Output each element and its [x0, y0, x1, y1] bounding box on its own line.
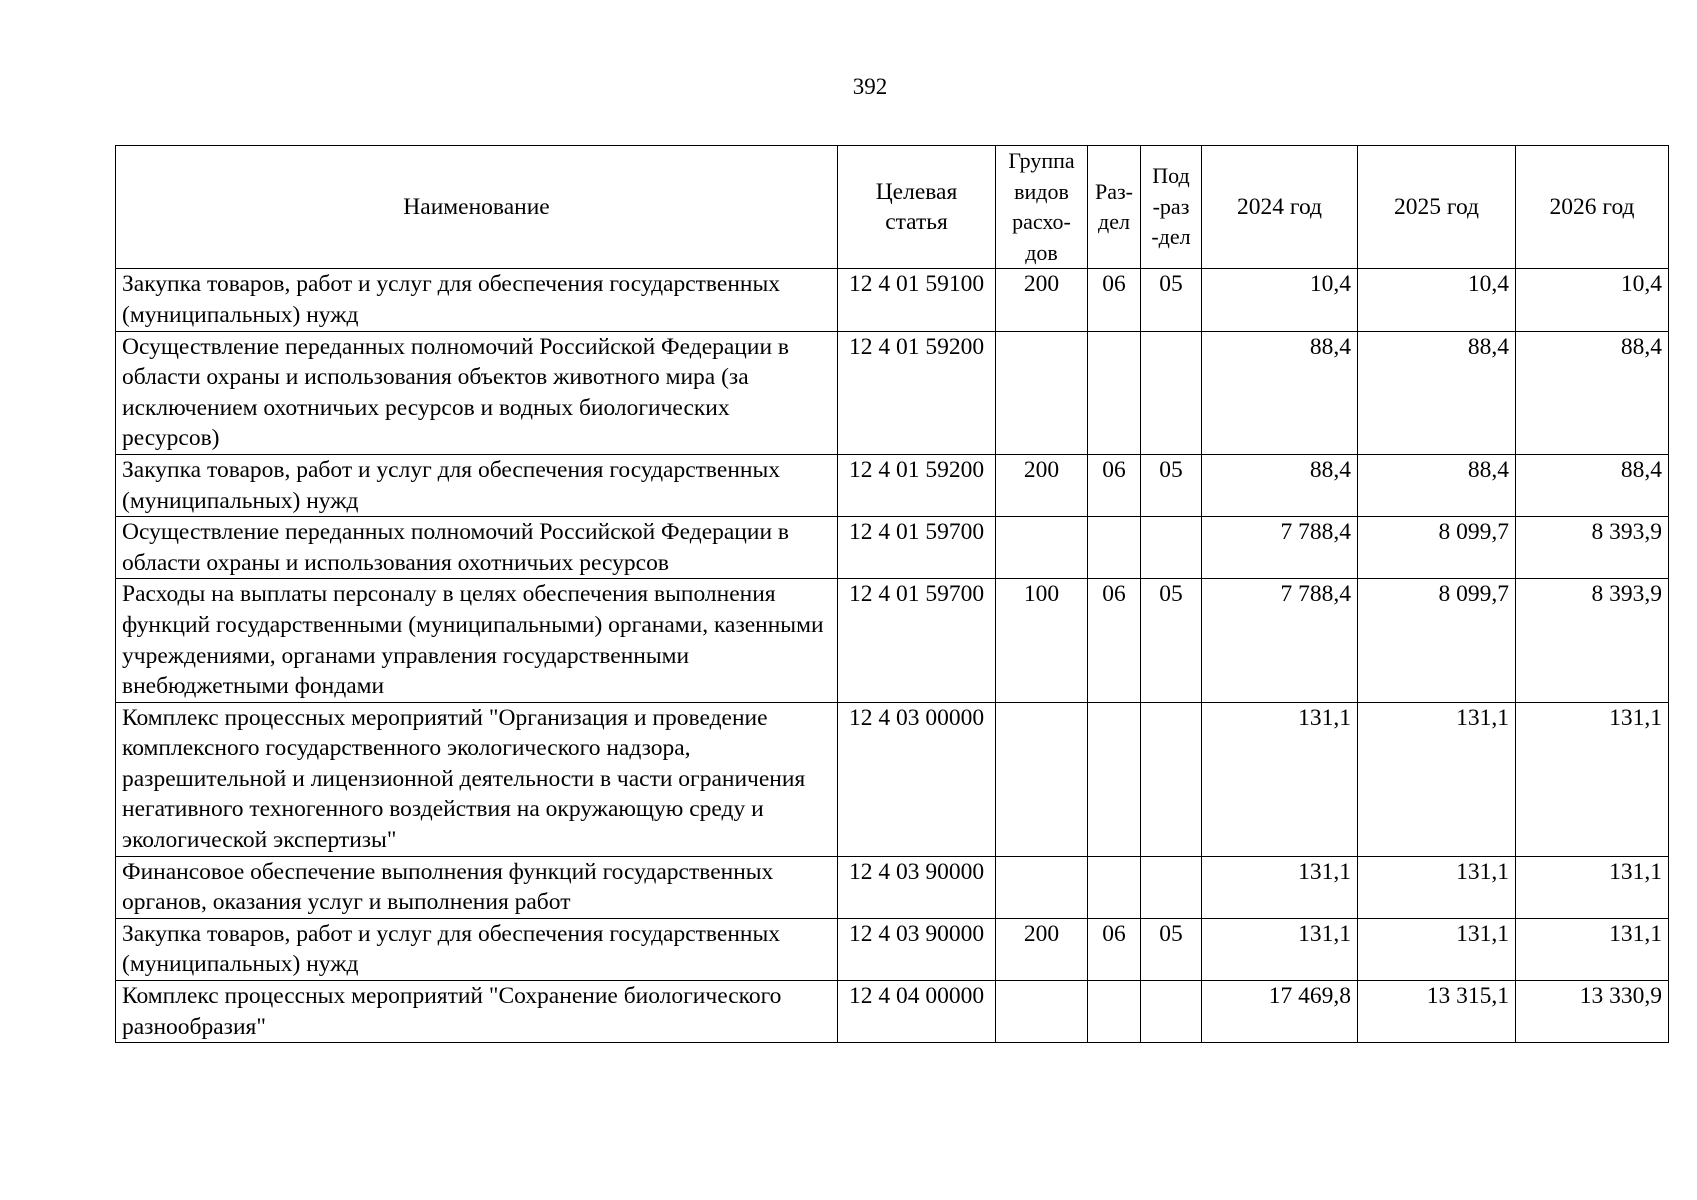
- row-name: Закупка товаров, работ и услуг для обеспечения государственных (муниципальных) нужд: [116, 269, 838, 331]
- budget-table: [115, 145, 1669, 1043]
- row-target-article: 12 4 01 59200: [838, 331, 996, 454]
- row-section: 06: [1088, 918, 1141, 980]
- row-subsection: 05: [1141, 918, 1202, 980]
- table-row: [116, 269, 1669, 331]
- table-row: [116, 918, 1669, 980]
- table-row: [116, 454, 1669, 516]
- row-target-article: 12 4 03 90000: [838, 918, 996, 980]
- row-name: Комплекс процессных мероприятий "Сохранение биологического разнообразия": [116, 981, 838, 1043]
- row-subsection: 05: [1141, 269, 1202, 331]
- row-subsection: [1141, 702, 1202, 856]
- header-subsection: Под-раз-дел: [1141, 146, 1202, 269]
- row-expense-group: [996, 331, 1088, 454]
- row-2025: 10,4: [1358, 269, 1516, 331]
- row-target-article: 12 4 01 59200: [838, 454, 996, 516]
- header-2024: 2024 год: [1202, 146, 1358, 269]
- row-2025: 88,4: [1358, 454, 1516, 516]
- row-target-article: 12 4 04 00000: [838, 981, 996, 1043]
- row-subsection: [1141, 517, 1202, 579]
- table-header-row: [116, 146, 1669, 269]
- row-expense-group: [996, 981, 1088, 1043]
- row-target-article: 12 4 01 59100: [838, 269, 996, 331]
- table-row: [116, 579, 1669, 702]
- row-2026: 8 393,9: [1516, 517, 1669, 579]
- row-2024: 88,4: [1202, 454, 1358, 516]
- row-section: [1088, 702, 1141, 856]
- row-subsection: [1141, 331, 1202, 454]
- row-name: Закупка товаров, работ и услуг для обеспечения государственных (муниципальных) нужд: [116, 918, 838, 980]
- header-2026: 2026 год: [1516, 146, 1669, 269]
- row-section: 06: [1088, 454, 1141, 516]
- row-expense-group: [996, 702, 1088, 856]
- table-row: [116, 702, 1669, 856]
- table-row: [116, 331, 1669, 454]
- row-subsection: 05: [1141, 454, 1202, 516]
- row-2024: 131,1: [1202, 702, 1358, 856]
- row-name: Осуществление переданных полномочий Российской Федерации в области охраны и использования объектов животного мира (за исключением охотничьих ресурсов и водных биологических ресурсов): [116, 331, 838, 454]
- page-number: 392: [852, 74, 888, 99]
- row-2025: 131,1: [1358, 856, 1516, 918]
- row-2024: 17 469,8: [1202, 981, 1358, 1043]
- row-expense-group: 100: [996, 579, 1088, 702]
- row-subsection: [1141, 856, 1202, 918]
- row-2024: 131,1: [1202, 856, 1358, 918]
- table-row: [116, 981, 1669, 1043]
- row-2026: 88,4: [1516, 331, 1669, 454]
- row-2025: 8 099,7: [1358, 579, 1516, 702]
- row-2026: 10,4: [1516, 269, 1669, 331]
- row-2026: 88,4: [1516, 454, 1669, 516]
- row-expense-group: 200: [996, 454, 1088, 516]
- row-section: [1088, 981, 1141, 1043]
- row-2024: 131,1: [1202, 918, 1358, 980]
- row-section: 06: [1088, 269, 1141, 331]
- row-2025: 131,1: [1358, 702, 1516, 856]
- row-2026: 131,1: [1516, 856, 1669, 918]
- row-2024: 88,4: [1202, 331, 1358, 454]
- header-section: Раз-дел: [1088, 146, 1141, 269]
- row-2024: 7 788,4: [1202, 579, 1358, 702]
- header-expense-group: Группа видов расхо-дов: [996, 146, 1088, 269]
- row-2026: 13 330,9: [1516, 981, 1669, 1043]
- row-target-article: 12 4 01 59700: [838, 517, 996, 579]
- row-target-article: 12 4 03 90000: [838, 856, 996, 918]
- row-2024: 7 788,4: [1202, 517, 1358, 579]
- row-subsection: 05: [1141, 579, 1202, 702]
- row-2025: 88,4: [1358, 331, 1516, 454]
- row-2025: 13 315,1: [1358, 981, 1516, 1043]
- header-2025: 2025 год: [1358, 146, 1516, 269]
- row-section: [1088, 856, 1141, 918]
- row-name: Закупка товаров, работ и услуг для обеспечения государственных (муниципальных) нужд: [116, 454, 838, 516]
- row-expense-group: [996, 517, 1088, 579]
- row-2026: 8 393,9: [1516, 579, 1669, 702]
- header-name: Наименование: [116, 146, 838, 269]
- row-target-article: 12 4 03 00000: [838, 702, 996, 856]
- row-expense-group: [996, 856, 1088, 918]
- row-section: 06: [1088, 579, 1141, 702]
- row-2024: 10,4: [1202, 269, 1358, 331]
- row-name: Осуществление переданных полномочий Российской Федерации в области охраны и использования охотничьих ресурсов: [116, 517, 838, 579]
- row-2025: 131,1: [1358, 918, 1516, 980]
- row-section: [1088, 517, 1141, 579]
- table-row: [116, 517, 1669, 579]
- row-name: Финансовое обеспечение выполнения функций государственных органов, оказания услуг и выполнения работ: [116, 856, 838, 918]
- row-subsection: [1141, 981, 1202, 1043]
- row-2026: 131,1: [1516, 702, 1669, 856]
- row-expense-group: 200: [996, 918, 1088, 980]
- row-2025: 8 099,7: [1358, 517, 1516, 579]
- table-row: [116, 856, 1669, 918]
- row-2026: 131,1: [1516, 918, 1669, 980]
- row-section: [1088, 331, 1141, 454]
- row-name: Комплекс процессных мероприятий "Организация и проведение комплексного государственного экологического надзора, разрешительной и лицензионной деятельности в части ограничения негативного техногенного воздействия на окружающую среду и экологической экспертизы": [116, 702, 838, 856]
- row-expense-group: 200: [996, 269, 1088, 331]
- row-name: Расходы на выплаты персоналу в целях обеспечения выполнения функций государственными (муниципальными) органами, казенными учреждениями, органами управления государственными внебюджетными фондами: [116, 579, 838, 702]
- row-target-article: 12 4 01 59700: [838, 579, 996, 702]
- header-target-article: Целевая статья: [838, 146, 996, 269]
